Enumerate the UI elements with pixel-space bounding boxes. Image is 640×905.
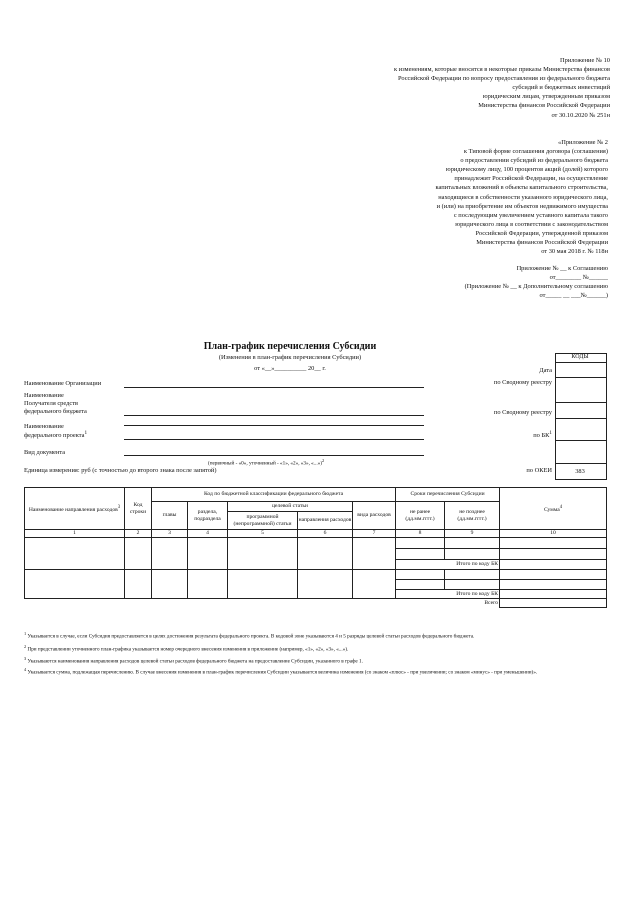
org-label: Наименование Организации [24, 380, 102, 387]
data-cell[interactable] [500, 549, 607, 560]
col-number: 1 [25, 530, 125, 538]
appendix-line: юридическим лицам, утвержденным приказом [482, 93, 610, 101]
col-section-header: раздела, подраздела [188, 502, 228, 530]
agreement-line: от________ №______ [549, 274, 608, 282]
okei-label: по ОКЕИ [526, 467, 552, 474]
data-cell[interactable] [396, 549, 445, 560]
footnote: $^4$ Указывается сумма, подлежащая перечислению. В случае внесения изменения в план-график перечисления Субсидии указывается величина изменения (со знаком «плюс» - при увеличении; со знаком «минус» - при уменьшении)». [24, 667, 538, 676]
page-title: План-график перечисления Субсидии [203, 341, 377, 352]
data-cell[interactable] [500, 570, 607, 580]
data-cell[interactable] [188, 538, 228, 570]
data-cell[interactable] [445, 580, 500, 590]
okei-code: 383 [575, 468, 585, 475]
project-line [124, 425, 424, 426]
appendix-title: Приложение № 10 [560, 57, 610, 64]
col-not-later-header: не позднее (дд.мм.гггг.) [445, 502, 500, 530]
col-number: 7 [353, 530, 396, 538]
col-number: 3 [152, 530, 188, 538]
col-number: 5 [228, 530, 298, 538]
col-kbk-header: Код по бюджетной классификации федерального бюджета [152, 488, 396, 502]
codes-divider [555, 362, 606, 363]
grand-total-label: Всего [25, 599, 500, 608]
total-bk-label: Итого по коду БК [396, 590, 500, 599]
col-number: 8 [396, 530, 445, 538]
agreement-line: (Приложение № __ к Дополнительному соглашению [464, 283, 608, 291]
date-label: Дата [539, 367, 552, 374]
appendix-line: от 30.10.2020 № 251н [551, 111, 610, 119]
registry-label: по Сводному реестру [493, 379, 552, 386]
footnote: $^2$ При представлении уточненного план-графика указывается номер очередного внесения изменения в приложение (например, «1», «2», «3», «...»). [24, 644, 349, 653]
sub-appendix-line: от 30 мая 2018 г. № 118н [541, 248, 608, 256]
appendix-line: Министерства финансов Российской Федерации [478, 102, 610, 110]
appendix-line: к изменениям, которые вносятся в некоторые приказы Министерства финансов [393, 66, 610, 74]
data-cell[interactable] [396, 570, 445, 580]
data-cell[interactable] [445, 549, 500, 560]
sub-appendix-line: юридического лица в соответствии с законодательством [455, 220, 608, 228]
codes-divider [555, 418, 606, 419]
data-cell[interactable] [152, 570, 188, 599]
data-cell[interactable] [188, 570, 228, 599]
data-cell[interactable] [298, 570, 353, 599]
sub-appendix-line: о предоставлении субсидий из федерального бюджета [460, 157, 608, 165]
agreement-line: от_____ __ ___№______) [539, 292, 608, 300]
data-cell[interactable] [500, 538, 607, 549]
recipient-label: Получателя средств [24, 400, 79, 407]
sub-appendix-line: Российской Федерации, утвержденной приказом [475, 229, 608, 237]
data-cell[interactable] [500, 580, 607, 590]
total-bk-value[interactable] [500, 590, 607, 599]
data-cell[interactable] [25, 570, 125, 599]
sub-appendix-block [308, 138, 608, 256]
bk-label: по $БК^1$ [533, 430, 552, 440]
data-cell[interactable] [445, 570, 500, 580]
data-cell[interactable] [125, 570, 152, 599]
col-sum-header: Сумма$^4$ [500, 488, 607, 530]
col-target-header: целевой статьи [228, 502, 353, 512]
data-cell[interactable] [228, 538, 298, 570]
sub-appendix-line: принадлежит Российской Федерации, на осуществление [454, 175, 608, 183]
agreement-line: Приложение № __ к Соглашению [516, 265, 608, 272]
appendix-line: субсидий и бюджетных инвестиций [512, 84, 610, 92]
project-label: федерального проекта$^1$ [24, 430, 88, 440]
grand-total-value[interactable] [500, 599, 607, 608]
col-number: 9 [445, 530, 500, 538]
data-cell[interactable] [353, 570, 396, 599]
col-kind-header: вида расходов [353, 502, 396, 530]
codes-header: КОДЫ [571, 354, 589, 360]
project-label: Наименование [24, 423, 64, 430]
col-number: 6 [298, 530, 353, 538]
sub-appendix-line: «Приложение № 2 [558, 139, 608, 146]
codes-divider [555, 377, 606, 378]
col-number: 4 [188, 530, 228, 538]
doc-type-label: Вид документа [24, 449, 66, 456]
schedule-table [24, 487, 607, 608]
recipient-line [124, 415, 424, 416]
col-terms-header: Сроки перечисления Субсидии [396, 488, 500, 502]
recipient-label: Наименование [24, 392, 64, 399]
appendix-block [280, 56, 610, 120]
footnote: $^3$ Указываются наименования направления расходов целевой статьи расходов федерального бюджета на предоставление Субсидии, указанного в графе 1. [24, 656, 363, 665]
sub-appendix-line: Министерства финансов Российской Федерации [476, 239, 608, 247]
col-not-earlier-header: не ранее (дд.мм.гггг.) [396, 502, 445, 530]
codes-divider [555, 440, 606, 441]
col-name-header: Наименование направления расходов$^3$ [25, 488, 125, 530]
col-chapter-header: главы [152, 502, 188, 530]
data-cell[interactable] [445, 538, 500, 549]
sub-appendix-line: с последующим увеличением уставного капитала такого [453, 211, 608, 219]
data-cell[interactable] [396, 538, 445, 549]
codes-box [555, 353, 607, 480]
total-bk-value[interactable] [500, 560, 607, 570]
codes-divider [555, 402, 606, 403]
sub-appendix-line: находящиеся в собственности указанного юридического лица, [438, 193, 608, 201]
data-cell[interactable] [125, 538, 152, 570]
date-line: от «__»__________ 20__ г. [254, 365, 326, 372]
agreement-block [368, 264, 608, 300]
sub-appendix-line: капитальных вложений в объекты капитального строительства, [435, 184, 608, 192]
page-subtitle: (Изменения в план-график перечисления Субсидии) [218, 354, 362, 361]
col-number: 2 [125, 530, 152, 538]
sub-appendix-line: юридическому лицу, 100 процентов акций (долей) которого [445, 166, 608, 174]
codes-divider [555, 463, 606, 464]
doc-type-hint: (первичный - «0», уточненный - «1», «2», «3», «...»)$^2$ [208, 458, 325, 467]
data-cell[interactable] [396, 580, 445, 590]
col-program-header: программной (непрограммной) статьи [228, 512, 298, 530]
footnote: $^1$ Указывается в случае, если Субсидия предоставляется в целях достижения результата федерального проекта. В кодовой зоне указываются 4 и 5 разряды целевой статьи расходов федерального бюджета. [24, 631, 475, 640]
unit-label: Единица измерения: руб (с точностью до второго знака после запятой) [24, 467, 217, 474]
data-cell[interactable] [353, 538, 396, 570]
data-cell[interactable] [228, 570, 298, 599]
col-code-header: Код строки [125, 488, 152, 530]
appendix-line: Российской Федерации по вопросу предоставления из федерального бюджета [397, 75, 610, 83]
project-line [124, 439, 424, 440]
sub-appendix-line: к Типовой форме соглашения договора (соглашения) [463, 148, 608, 156]
sub-appendix-line: и (или) на приобретение им объектов недвижимого имущества [436, 202, 608, 210]
total-bk-label: Итого по коду БК [396, 560, 500, 570]
data-cell[interactable] [298, 538, 353, 570]
doc-type-line [124, 455, 424, 456]
registry-label: по Сводному реестру [493, 409, 552, 416]
col-number: 10 [500, 530, 607, 538]
org-line [124, 387, 424, 388]
data-cell[interactable] [152, 538, 188, 570]
col-direction-header: направления расходов [298, 512, 353, 530]
data-cell[interactable] [25, 538, 125, 570]
recipient-label: федерального бюджета [24, 408, 87, 415]
